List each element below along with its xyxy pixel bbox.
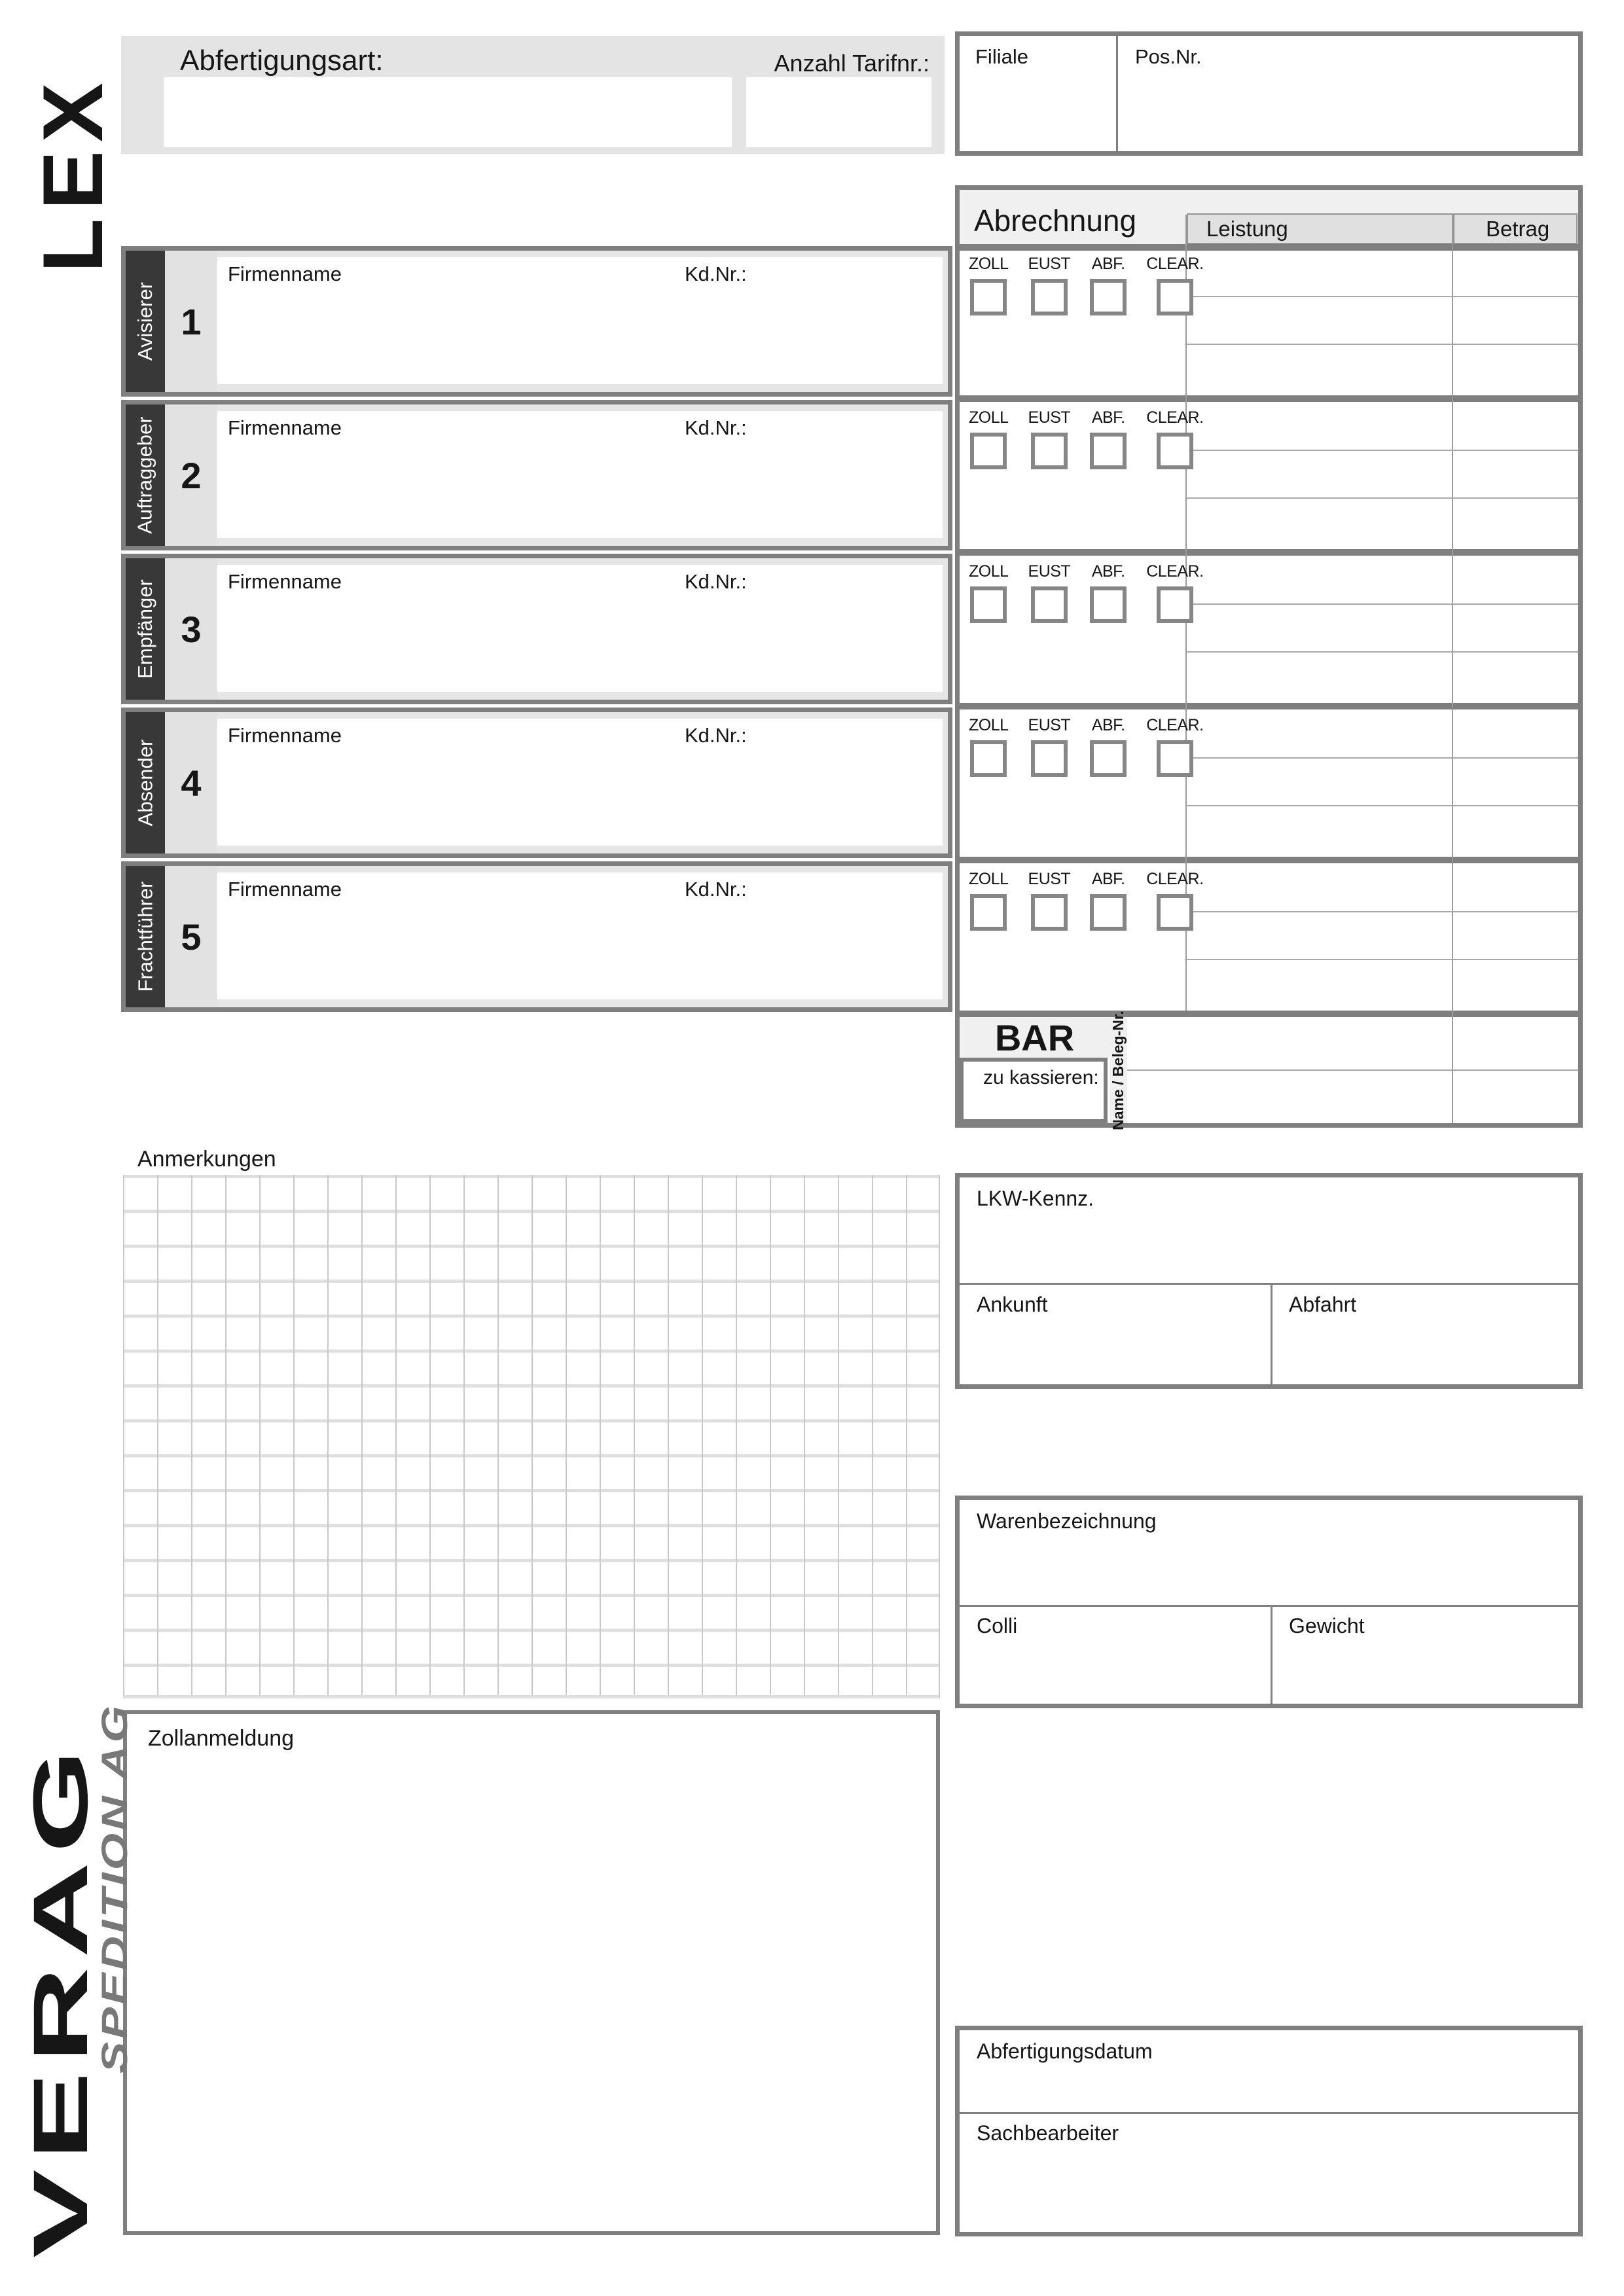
zollanmeldung-box[interactable] [123,1710,940,2235]
row-separator [960,703,1578,709]
zoll-checkbox[interactable] [970,740,1007,777]
checkbox-group-row2 [969,408,1204,469]
verag-logo: VERAG [18,1740,104,2258]
leistung-row-line [1187,450,1578,451]
checkbox-group-row4 [969,716,1204,777]
party-role-strip [126,404,165,546]
ankunft-label: Ankunft [977,1293,1048,1316]
party-fields-area[interactable] [217,257,943,384]
party-number: 1 [165,251,217,392]
zoll-checkbox[interactable] [970,279,1007,315]
abf-checkbox[interactable] [1090,279,1127,315]
datum-row-divider [960,2112,1578,2114]
party-number: 4 [165,712,217,853]
party-role-strip [126,251,165,392]
eust-checkbox[interactable] [1031,586,1068,623]
anzahl-tarifnr-label: Anzahl Tarifnr.: [774,50,929,77]
colli-gewicht-divider [1271,1605,1272,1704]
filiale-posnr-box[interactable] [955,31,1583,156]
firmenname-label: Firmenname [228,724,342,747]
leistung-row-line [1187,805,1578,806]
abf-checkbox[interactable] [1090,586,1127,623]
clear-label: CLEAR. [1146,716,1204,734]
party-number: 5 [165,866,217,1007]
party-role-strip [126,712,165,853]
zoll-checkbox[interactable] [970,586,1007,623]
filiale-divider [1116,36,1118,151]
eust-label: EUST [1028,408,1071,427]
party-role-label: Absender [134,739,156,827]
eust-checkbox[interactable] [1031,433,1068,469]
eust-checkbox[interactable] [1031,894,1068,931]
warenbezeichnung-label: Warenbezeichnung [977,1509,1157,1533]
party-role-label: Avisierer [134,281,156,361]
leistung-row-line [1187,603,1578,605]
party-fields-area[interactable] [217,872,943,999]
abfahrt-label: Abfahrt [1289,1293,1357,1316]
clear-checkbox[interactable] [1157,279,1193,315]
row-separator [960,857,1578,863]
firmenname-label: Firmenname [228,262,342,285]
party-box-empfaenger [121,554,952,704]
row-separator [960,244,1578,251]
leistung-row-line [1187,651,1578,653]
party-fields-area[interactable] [217,719,943,846]
abf-checkbox[interactable] [1090,740,1127,777]
firmenname-label: Firmenname [228,416,342,439]
colli-label: Colli [977,1614,1018,1638]
party-role-strip [126,558,165,700]
eust-label: EUST [1028,870,1071,888]
bar-row-line [1127,1069,1578,1071]
eust-label: EUST [1028,255,1071,273]
clear-checkbox[interactable] [1157,586,1193,623]
abf-label: ABF. [1091,562,1125,581]
abf-label: ABF. [1091,255,1125,273]
kdnr-label: Kd.Nr.: [685,570,747,593]
leistung-row-line [1187,757,1578,759]
lkw-kennz-label: LKW-Kennz. [977,1187,1094,1210]
betrag-column-header: Betrag [1453,213,1578,244]
zoll-label: ZOLL [969,716,1009,734]
abfertigungsart-label: Abfertigungsart: [180,45,384,77]
abf-checkbox[interactable] [1090,433,1127,469]
kdnr-label: Kd.Nr.: [685,416,747,439]
clear-checkbox[interactable] [1157,433,1193,469]
party-role-strip [126,866,165,1007]
party-role-label: Auftraggeber [134,416,157,534]
row-separator [960,395,1578,402]
waren-row-divider [960,1605,1578,1607]
eust-checkbox[interactable] [1031,279,1068,315]
abfertigungsdatum-label: Abfertigungsdatum [977,2039,1153,2063]
party-role-label: Frachtführer [134,881,156,992]
firmenname-label: Firmenname [228,878,342,901]
zoll-checkbox[interactable] [970,433,1007,469]
clear-label: CLEAR. [1146,408,1204,427]
checkbox-group-row5 [969,870,1204,931]
zoll-label: ZOLL [969,408,1009,427]
posnr-label: Pos.Nr. [1135,45,1202,68]
leistung-column-header: Leistung [1187,213,1453,244]
party-box-absender [121,708,952,858]
clear-checkbox[interactable] [1157,740,1193,777]
clear-label: CLEAR. [1146,255,1204,273]
lkw-box[interactable] [955,1173,1583,1389]
clear-label: CLEAR. [1146,870,1204,888]
kdnr-label: Kd.Nr.: [685,724,747,747]
spedition-ag-logo: SPEDITION AG [94,1703,135,2073]
lex-logo: LEX [25,74,120,274]
sachbearbeiter-label: Sachbearbeiter [977,2121,1119,2145]
eust-label: EUST [1028,562,1071,581]
abfertigungsart-input[interactable] [164,77,732,147]
gewicht-label: Gewicht [1289,1614,1365,1638]
leistung-row-line [1187,344,1578,345]
ankunft-abfahrt-divider [1271,1283,1272,1384]
leistung-row-line [1187,296,1578,297]
row-separator [960,549,1578,556]
zoll-label: ZOLL [969,562,1009,581]
abf-checkbox[interactable] [1090,894,1127,931]
leistung-row-line [1187,497,1578,499]
zu-kassieren-box[interactable] [960,1058,1108,1123]
name-beleg-label: Name / Beleg-Nr. [1110,1010,1127,1130]
party-box-auftraggeber [121,400,952,550]
filiale-label: Filiale [975,45,1028,68]
party-box-frachtfuehrer [121,861,952,1012]
anmerkungen-grid[interactable] [123,1175,940,1698]
bar-badge: BAR [960,1017,1110,1058]
lkw-row-divider [960,1283,1578,1285]
eust-checkbox[interactable] [1031,740,1068,777]
party-box-avisierer [121,246,952,397]
firmenname-label: Firmenname [228,570,342,593]
abf-label: ABF. [1091,408,1125,427]
leistung-row-line [1187,911,1578,912]
checkbox-group-row3 [969,562,1204,623]
eust-label: EUST [1028,716,1071,734]
clear-label: CLEAR. [1146,562,1204,581]
name-beleg-strip [1110,1010,1127,1130]
zoll-label: ZOLL [969,255,1009,273]
abfertigung-box[interactable] [955,2026,1583,2236]
warenbezeichnung-box[interactable] [955,1496,1583,1708]
party-role-label: Empfänger [134,579,157,679]
abrechnung-title: Abrechnung [974,204,1137,238]
party-fields-area[interactable] [217,411,943,538]
zu-kassieren-label: zu kassieren: [983,1067,1099,1088]
clear-checkbox[interactable] [1157,894,1193,931]
party-number: 2 [165,404,217,546]
abrechnung-box [955,185,1583,1128]
abf-label: ABF. [1091,716,1125,734]
zoll-checkbox[interactable] [970,894,1007,931]
abf-label: ABF. [1091,870,1125,888]
anmerkungen-label: Anmerkungen [137,1147,276,1172]
party-fields-area[interactable] [217,565,943,692]
anzahl-tarifnr-input[interactable] [746,77,931,147]
zollanmeldung-label: Zollanmeldung [148,1726,295,1751]
leistung-betrag-divider [1452,215,1453,1123]
kdnr-label: Kd.Nr.: [685,878,747,901]
leistung-row-line [1187,959,1578,960]
zoll-label: ZOLL [969,870,1009,888]
kdnr-label: Kd.Nr.: [685,262,747,285]
checkbox-group-row1 [969,255,1204,315]
party-number: 3 [165,558,217,700]
